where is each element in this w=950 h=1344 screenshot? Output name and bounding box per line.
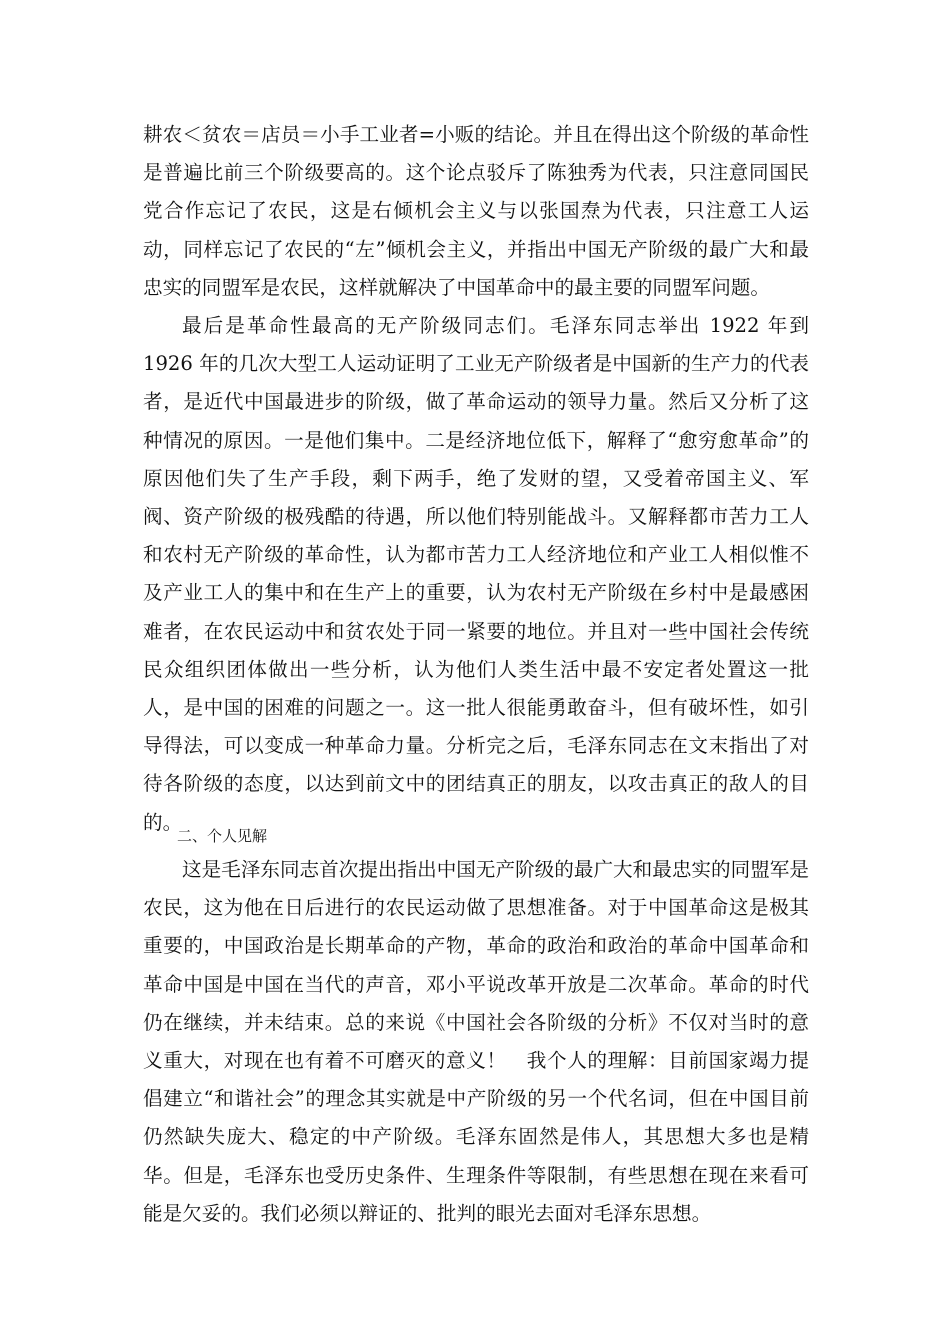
- paragraph-proletariat: [143, 307, 809, 842]
- paragraph-text: 这是毛泽东同志首次提出指出中国无产阶级的最广大和最忠实的同盟军是农民，这为他在日后进行的农民运动做了思想准备。对于中国革命这是极其重要的，中国政治是长期革命的产物，革命的政治和政治的革命中国革命和革命中国是中国在当代的声音，邓小平说改革开放是二次革命。革命的时代仍在继续，并未结束。总的来说《中国社会各阶级的分析》不仅对当时的意义重大，对现在也有着不可磨灭的意义！ 我个人的理解：目前国家竭力提倡建立“和谐社会”的理念其实就是中产阶级的另一个代名词，但在中国目前仍然缺失庞大、稳定的中产阶级。毛泽东固然是伟人，其思想大多也是精华。但是，毛泽东也受历史条件、生理条件等限制，有些思想在现在来看可能是欠妥的。我们必须以辩证的、批判的眼光去面对毛泽东思想。: [143, 858, 809, 1225]
- paragraph-text: 最后是革命性最高的无产阶级同志们。毛泽东同志举出 1922 年到 1926 年的几次大型工人运动证明了工业无产阶级者是中国新的生产力的代表者，是近代中国最进步的阶级，做了革命运动的领导力量。然后又分析了这种情况的原因。一是他们集中。二是经济地位低下，解释了“愈穷愈革命”的原因他们失了生产手段，剩下两手，绝了发财的望，又受着帝国主义、军阀、资产阶级的极残酷的待遇，所以他们特别能战斗。又解释都市苦力工人和农村无产阶级的革命性，认为都市苦力工人经济地位和产业工人相似惟不及产业工人的集中和在生产上的重要，认为农村无产阶级在乡村中是最感困难者，在农民运动中和贫农处于同一紧要的地位。并且对一些中国社会传统民众组织团体做出一些分析，认为他们人类生活中最不安定者处置这一批人，是中国的困难的问题之一。这一批人很能勇敢奋斗，但有破坏性，如引导得法，可以变成一种革命力量。分析完之后，毛泽东同志在文末指出了对待各阶级的态度，以达到前文中的团结真正的朋友，以攻击真正的敌人的目的。: [143, 314, 809, 834]
- section-heading: 二、个人见解: [177, 827, 268, 845]
- paragraph-continuation: [143, 116, 809, 307]
- paragraph-text: 耕农＜贫农＝店员＝小手工业者=小贩的结论。并且在得出这个阶级的革命性是普遍比前三个阶级要高的。这个论点驳斥了陈独秀为代表，只注意同国民党合作忘记了农民，这是右倾机会主义与以张国焘为代表，只注意工人运动，同样忘记了农民的“左”倾机会主义，并指出中国无产阶级的最广大和最忠实的同盟军是农民，这样就解决了中国革命中的最主要的同盟军问题。: [143, 123, 809, 299]
- paragraph-personal-view: [143, 851, 809, 1233]
